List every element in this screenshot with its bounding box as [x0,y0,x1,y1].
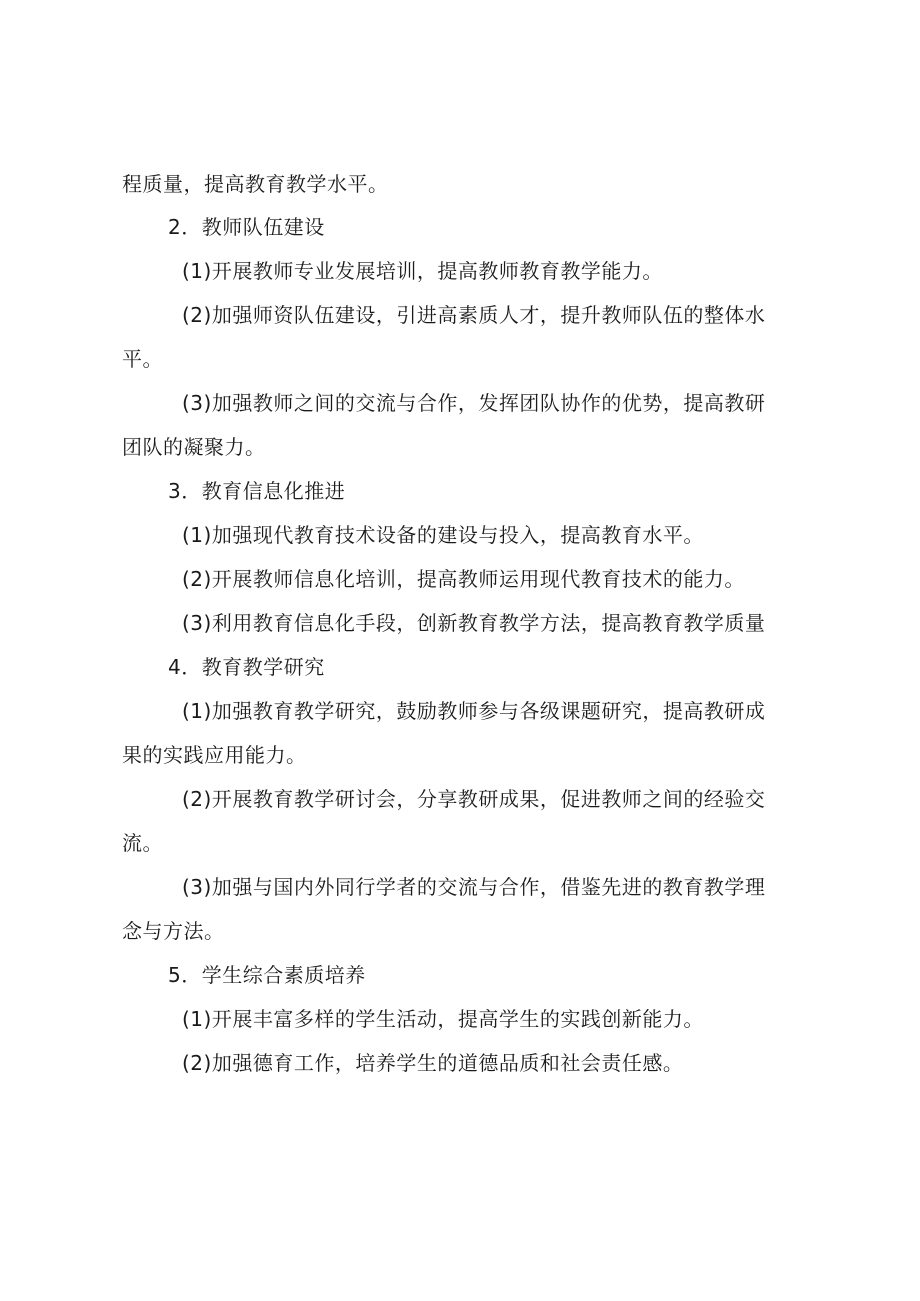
section-heading-informatization: 3．教育信息化推进 [168,479,346,503]
list-item-continuation: 果的实践应用能力。 [122,743,307,767]
paragraph-continuation: 程质量，提高教育教学水平。 [122,172,389,196]
list-item: (2)开展教师信息化培训，提高教师运用现代教育技术的能力。 [182,567,745,591]
list-item-continuation: 念与方法。 [122,919,225,943]
list-item-continuation: 流。 [122,831,163,855]
list-item-continuation: 平。 [122,347,163,371]
list-item-continuation: 团队的凝聚力。 [122,435,266,459]
section-heading-teacher-team: 2．教师队伍建设 [168,215,325,239]
list-item: (1)开展教师专业发展培训，提高教师教育教学能力。 [182,259,663,283]
list-item: (3)加强教师之间的交流与合作，发挥团队协作的优势，提高教研 [182,391,766,415]
list-item: (2)开展教育教学研讨会，分享教研成果，促进教师之间的经验交 [182,787,766,811]
list-item: (2)加强德育工作，培养学生的道德品质和社会责任感。 [182,1051,684,1075]
list-item: (1)加强教育教学研究，鼓励教师参与各级课题研究，提高教研成 [182,699,766,723]
list-item: (1)开展丰富多样的学生活动，提高学生的实践创新能力。 [182,1007,704,1031]
section-heading-teaching-research: 4．教育教学研究 [168,655,325,679]
list-item: (3)加强与国内外同行学者的交流与合作，借鉴先进的教育教学理 [182,875,766,899]
list-item: (2)加强师资队伍建设，引进高素质人才，提升教师队伍的整体水 [182,303,766,327]
list-item: (1)加强现代教育技术设备的建设与投入，提高教育水平。 [182,523,704,547]
section-heading-student-quality: 5．学生综合素质培养 [168,963,366,987]
list-item: (3)利用教育信息化手段，创新教育教学方法，提高教育教学质量 [182,611,766,635]
